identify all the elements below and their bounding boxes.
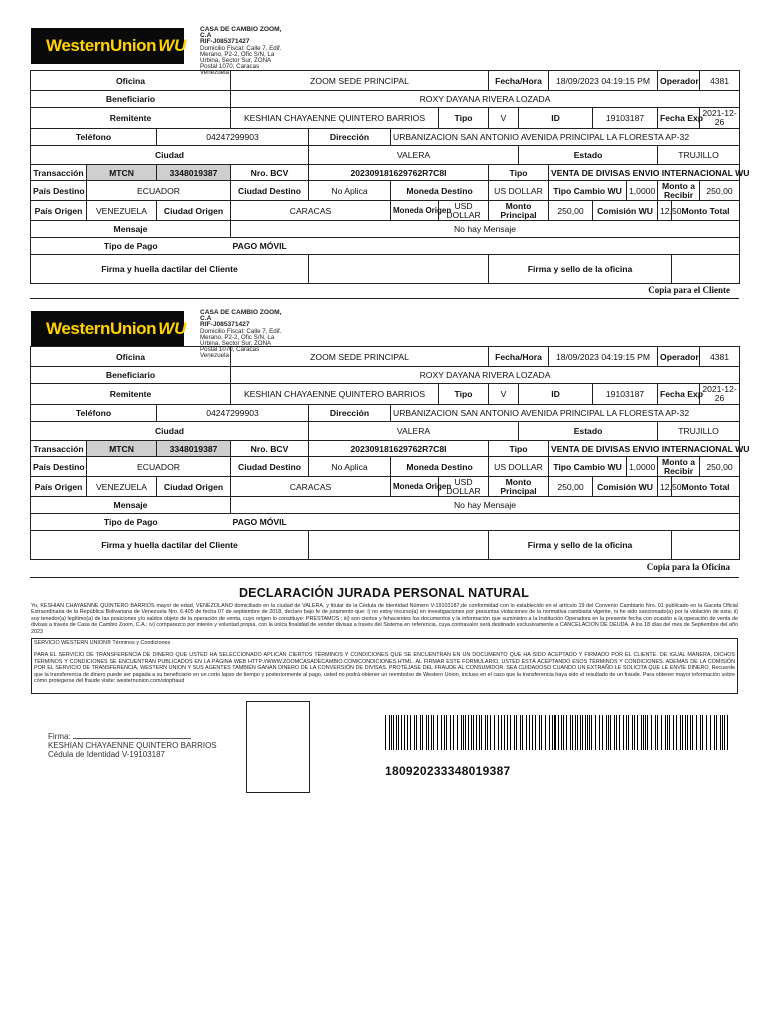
barcode-bar [554, 715, 556, 750]
value-monto-recibir: 250,00 [700, 181, 740, 201]
label-moneda-origen: Moneda Origen [391, 477, 439, 497]
copy-office-label: Copia para la Oficina [646, 562, 730, 572]
barcode-bar [720, 715, 721, 750]
value-nro-bcv: 202309181629762R7C8I [309, 441, 489, 457]
divider-2 [30, 577, 739, 578]
barcode-bar [393, 715, 394, 750]
barcode-bar [468, 715, 469, 750]
barcode-bar [700, 715, 701, 750]
barcode-bar [602, 715, 603, 750]
barcode-bar [535, 715, 536, 750]
barcode-bar [634, 715, 635, 750]
barcode-bar [504, 715, 505, 750]
barcode-bar [610, 715, 611, 750]
barcode-bar [589, 715, 590, 750]
barcode-bar [599, 715, 600, 750]
barcode-bar [687, 715, 688, 750]
signature-block [48, 732, 217, 759]
value-oficina: ZOOM SEDE PRINCIPAL [231, 347, 489, 367]
label-beneficiario: Beneficiario [31, 91, 231, 108]
barcode-bar [561, 715, 562, 750]
barcode-bar [595, 715, 596, 750]
barcode-bar [431, 715, 432, 750]
value-moneda-origen: USD DOLLAR [439, 477, 489, 497]
value-nro-bcv: 202309181629762R7C8I [309, 165, 489, 181]
barcode-bar [549, 715, 550, 750]
firma-cliente-box [309, 531, 489, 560]
barcode-bar [577, 715, 578, 750]
value-tipo-doc: V [489, 384, 519, 405]
barcode-bar [407, 715, 408, 750]
barcode [385, 715, 730, 750]
photo-box [246, 701, 310, 793]
label-telefono: Teléfono [31, 405, 157, 422]
copy-client-label: Copia para el Cliente [648, 285, 730, 295]
company-address-3: Urbina, Sector Sur, ZONA [200, 340, 272, 348]
value-tipo-doc: V [489, 108, 519, 129]
barcode-number: 180920233348019387 [385, 764, 511, 778]
barcode-bar [404, 715, 405, 750]
barcode-bar [651, 715, 652, 750]
barcode-bar [637, 715, 638, 750]
label-tipo-pago: Tipo de Pago [31, 238, 231, 255]
logo-text: WesternUnion [46, 319, 157, 338]
value-telefono: 04247299903 [157, 129, 309, 146]
barcode-bar [665, 715, 666, 750]
company-name: CASA DE CAMBIO ZOOM, C.A [200, 26, 282, 40]
barcode-bar [410, 715, 411, 750]
label-transaccion: Transacción [31, 441, 87, 457]
value-operador: 4381 [700, 71, 740, 91]
value-monto-principal: 250,00 [549, 477, 593, 497]
label-firma-cliente: Firma y huella dactilar del Cliente [31, 255, 309, 284]
barcode-bar [396, 715, 397, 750]
barcode-bar [575, 715, 576, 750]
value-pais-origen: VENEZUELA [87, 201, 157, 221]
barcode-bar [724, 715, 725, 750]
label-pais-destino: País Destino [31, 181, 87, 201]
company-address-2: Merano, P2-2, Ofic S/N, La [200, 333, 275, 341]
barcode-bar [591, 715, 592, 750]
value-moneda-destino: US DOLLAR [489, 181, 549, 201]
barcode-bar [667, 715, 668, 750]
signature-id: Cédula de Identidad V-19103187 [48, 750, 165, 759]
barcode-bar [420, 715, 421, 750]
barcode-bar [389, 715, 390, 750]
value-monto-recibir: 250,00 [700, 457, 740, 477]
value-remitente: KESHIAN CHAYAENNE QUINTERO BARRIOS [231, 384, 439, 405]
signature-label: Firma: [48, 732, 71, 741]
barcode-bar [585, 715, 586, 750]
value-ciudad-origen: CARACAS [231, 477, 391, 497]
barcode-bar [510, 715, 511, 750]
value-ciudad: VALERA [309, 146, 519, 165]
barcode-bar [628, 715, 629, 750]
barcode-bar [716, 715, 717, 750]
value-tipo-cambio: 1,0000 [627, 181, 658, 201]
barcode-bar [692, 715, 693, 750]
barcode-bar [673, 715, 674, 750]
barcode-bar [680, 715, 681, 750]
value-tipo-pago: PAGO MÓVIL [231, 514, 740, 531]
value-tipo-pago: PAGO MÓVIL [231, 238, 740, 255]
label-ciudad: Ciudad [31, 422, 309, 441]
barcode-bar [479, 715, 480, 750]
barcode-bar [532, 715, 533, 750]
label-monto-recibir: Monto a Recibir [658, 457, 700, 477]
barcode-bar [398, 715, 399, 750]
label-oficina: Oficina [31, 71, 231, 91]
barcode-bar [444, 715, 445, 750]
label-comision: Comisión WU [593, 201, 658, 221]
barcode-bar [626, 715, 627, 750]
barcode-bar [643, 715, 644, 750]
label-pais-origen: País Origen [31, 201, 87, 221]
company-address-2: Merano, P2-2, Ofic S/N, La [200, 50, 275, 58]
western-union-logo [31, 28, 187, 64]
barcode-bar [529, 715, 530, 750]
barcode-bar [647, 715, 648, 750]
barcode-bar [619, 715, 620, 750]
value-ciudad-destino: No Aplica [309, 457, 391, 477]
label-mtcn: MTCN [87, 441, 157, 457]
value-moneda-origen: USD DOLLAR [439, 201, 489, 221]
terms-box [31, 638, 738, 694]
label-ciudad: Ciudad [31, 146, 309, 165]
barcode-bar [520, 715, 521, 750]
value-beneficiario: ROXY DAYANA RIVERA LOZADA [231, 367, 740, 384]
value-tipo-transaccion: VENTA DE DIVISAS ENVIO INTERNACIONAL WU [549, 441, 740, 457]
label-monto-total: Monto Total [672, 477, 740, 497]
logo-text: WesternUnion [46, 36, 157, 55]
barcode-bar [552, 715, 553, 750]
barcode-bar [727, 715, 728, 750]
barcode-bar [461, 715, 462, 750]
value-operador: 4381 [700, 347, 740, 367]
barcode-bar [570, 715, 571, 750]
label-monto-principal: Monto Principal [489, 477, 549, 497]
value-moneda-destino: US DOLLAR [489, 457, 549, 477]
label-beneficiario: Beneficiario [31, 367, 231, 384]
label-fecha-exp: Fecha Exp [658, 384, 700, 405]
barcode-bar [587, 715, 588, 750]
barcode-bar [645, 715, 646, 750]
barcode-bar [623, 715, 624, 750]
label-ciudad-origen: Ciudad Origen [157, 201, 231, 221]
barcode-bar [487, 715, 488, 750]
label-operador: Operador [658, 71, 700, 91]
barcode-bar [471, 715, 472, 750]
barcode-bar [450, 715, 451, 750]
label-nro-bcv: Nro. BCV [231, 441, 309, 457]
label-direccion: Dirección [309, 405, 391, 422]
label-remitente: Remitente [31, 384, 231, 405]
value-ciudad: VALERA [309, 422, 519, 441]
value-oficina: ZOOM SEDE PRINCIPAL [231, 71, 489, 91]
value-mtcn: 3348019387 [157, 441, 231, 457]
barcode-bar [682, 715, 683, 750]
barcode-bar [437, 715, 438, 750]
value-id: 19103187 [593, 384, 658, 405]
receipt-table [30, 70, 750, 284]
label-fecha-hora: Fecha/Hora [489, 347, 549, 367]
barcode-bar [422, 715, 423, 750]
barcode-bar [572, 715, 573, 750]
barcode-bar [516, 715, 517, 750]
barcode-bar [426, 715, 427, 750]
value-comision: 12,50 [658, 201, 672, 221]
barcode-bar [606, 715, 607, 750]
signature-name: KESHIAN CHAYAENNE QUINTERO BARRIOS [48, 741, 217, 750]
company-address-1: Domicilio Fiscal: Calle 7, Edif. [200, 44, 282, 52]
label-mensaje: Mensaje [31, 497, 231, 514]
label-tipo-transaccion: Tipo [489, 165, 549, 181]
value-pais-destino: ECUADOR [87, 457, 231, 477]
label-tipo-cambio: Tipo Cambio WU [549, 181, 627, 201]
barcode-bar [706, 715, 707, 750]
label-fecha-hora: Fecha/Hora [489, 71, 549, 91]
label-moneda-destino: Moneda Destino [391, 457, 489, 477]
barcode-bar [463, 715, 464, 750]
value-comision: 12,50 [658, 477, 672, 497]
company-address-3: Urbina, Sector Sur, ZONA [200, 57, 272, 65]
barcode-bar [661, 715, 662, 750]
barcode-bar [558, 715, 559, 750]
barcode-bar [490, 715, 491, 750]
barcode-bar [501, 715, 502, 750]
label-nro-bcv: Nro. BCV [231, 165, 309, 181]
barcode-bar [385, 715, 386, 750]
label-estado: Estado [519, 146, 658, 165]
terms-text: PARA EL SERVICIO DE TRANSFERENCIA DE DINERO QUE USTED HA SELECCIONADO APLICAN CIERTOS TÉRMINOS Y CONDICIONES QUE SE ENCUENTRAN EN UN DOCUMENTO QUE HA SIDO ACEPTADO Y FIRMADO POR EL CLIENTE. DE IGUAL MANERA, DICHOS TERMINOS Y CONDICIONES SE ENCUENTRAN PUBLICADOS EN LA PÁGINA WEB HTTP://WWW.ZOOMCASADECAMBIO.COM/CONDICIONES.HTML. AL FIRMAR ESTE FORMULARIO, USTED ESTÁ ACEPTANDO ESOS TÉRMINOS Y CONDICIONES. ADEMÁS DE LA COMISIÓN POR EL SERVICIO DE TRANSFERENCIA, WESTERN UNION Y SUS AGENTES TAMBIÉN GANAN DINERO DE LA CONVERSIÓN DE DIVISAS. PROTÉJASE DEL FRAUDE AL CONSUMIDOR. SEA CUIDADOSO CUANDO UN EXTRAÑO LE SOLICITA QUE LE ENVÍE DINERO. Recuerde que la transferencia de dinero puede ser pagada a su beneficiario en un corto lapso de tiempo y posteriormente al pago, usted no podrá obtener un reembolso de Western Union, incluso en el caso que la transferencia haya sido el resultado de un fraude. Para obtener mayor información sobre cómo protegerse del fraude visite: westernunion.com/stopfraud [34, 652, 735, 685]
label-direccion: Dirección [309, 129, 391, 146]
label-tipo-transaccion: Tipo [489, 441, 549, 457]
value-pais-destino: ECUADOR [87, 181, 231, 201]
barcode-bar [616, 715, 617, 750]
western-union-logo [31, 311, 187, 347]
label-monto-recibir: Monto a Recibir [658, 181, 700, 201]
value-estado: TRUJILLO [658, 146, 740, 165]
barcode-bar [580, 715, 581, 750]
barcode-bar [416, 715, 417, 750]
label-comision: Comisión WU [593, 477, 658, 497]
value-remitente: KESHIAN CHAYAENNE QUINTERO BARRIOS [231, 108, 439, 129]
label-transaccion: Transacción [31, 165, 87, 181]
label-telefono: Teléfono [31, 129, 157, 146]
declaration-title: DECLARACIÓN JURADA PERSONAL NATURAL [238, 586, 530, 600]
barcode-bar [453, 715, 454, 750]
label-fecha-exp: Fecha Exp [658, 108, 700, 129]
company-address-4: Postal 1070, Caracas [200, 346, 260, 354]
barcode-bar [481, 715, 482, 750]
label-remitente: Remitente [31, 108, 231, 129]
value-tipo-transaccion: VENTA DE DIVISAS ENVIO INTERNACIONAL WU [549, 165, 740, 181]
value-fecha-exp: 2021-12-26 [700, 384, 740, 405]
value-fecha-hora: 18/09/2023 04:19:15 PM [549, 71, 658, 91]
barcode-bar [494, 715, 495, 750]
firma-cliente-box [309, 255, 489, 284]
value-ciudad-destino: No Aplica [309, 181, 391, 201]
divider-1 [30, 298, 739, 299]
barcode-bar [526, 715, 527, 750]
company-address-5: Venezuela [200, 69, 229, 77]
label-monto-principal: Monto Principal [489, 201, 549, 221]
value-direccion: URBANIZACION SAN ANTONIO AVENIDA PRINCIPAL LA FLORESTA AP-32 [391, 129, 740, 146]
label-oficina: Oficina [31, 347, 231, 367]
label-firma-oficina: Firma y sello de la oficina [489, 255, 672, 284]
barcode-bar [473, 715, 474, 750]
barcode-bar [514, 715, 515, 750]
barcode-bar [465, 715, 466, 750]
value-beneficiario: ROXY DAYANA RIVERA LOZADA [231, 91, 740, 108]
barcode-bar [391, 715, 392, 750]
barcode-bar [608, 715, 609, 750]
company-name: CASA DE CAMBIO ZOOM, C.A [200, 309, 282, 323]
barcode-bar [428, 715, 429, 750]
receipt-table [30, 346, 750, 560]
value-mensaje: No hay Mensaje [231, 497, 740, 514]
value-mensaje: No hay Mensaje [231, 221, 740, 238]
value-estado: TRUJILLO [658, 422, 740, 441]
label-tipo-cambio: Tipo Cambio WU [549, 457, 627, 477]
barcode-bar [685, 715, 686, 750]
value-id: 19103187 [593, 108, 658, 129]
barcode-bar [710, 715, 711, 750]
label-tipo-doc: Tipo [439, 384, 489, 405]
company-address-4: Postal 1070, Caracas [200, 63, 260, 71]
label-firma-oficina: Firma y sello de la oficina [489, 531, 672, 560]
barcode-bar [614, 715, 615, 750]
barcode-bar [539, 715, 540, 750]
barcode-bar [545, 715, 546, 750]
value-direccion: URBANIZACION SAN ANTONIO AVENIDA PRINCIPAL LA FLORESTA AP-32 [391, 405, 740, 422]
barcode-bar [433, 715, 434, 750]
barcode-bar [702, 715, 703, 750]
company-address-1: Domicilio Fiscal: Calle 7, Edif. [200, 327, 282, 335]
value-pais-origen: VENEZUELA [87, 477, 157, 497]
barcode-bar [632, 715, 633, 750]
value-fecha-exp: 2021-12-26 [700, 108, 740, 129]
barcode-bar [507, 715, 508, 750]
barcode-bar [498, 715, 499, 750]
label-moneda-origen: Moneda Origen [391, 201, 439, 221]
label-operador: Operador [658, 347, 700, 367]
barcode-bar [457, 715, 458, 750]
barcode-bar [655, 715, 656, 750]
label-firma-cliente: Firma y huella dactilar del Cliente [31, 531, 309, 560]
value-tipo-cambio: 1,0000 [627, 457, 658, 477]
barcode-bar [446, 715, 447, 750]
label-id: ID [519, 384, 593, 405]
barcode-bar [676, 715, 677, 750]
value-monto-principal: 250,00 [549, 201, 593, 221]
barcode-bar [641, 715, 642, 750]
declaration-text: Yo, KESHIAN CHAYAENNE QUINTERO BARRIOS mayor de edad, VENEZOLANO domiciliado en la ciudad de VALERA, y titular de la Cédula de Identidad Número V-19103187,de conformidad con lo establecido en el artículo 19 del Convenio Cambiario Nro. 01 publicado en la Gaceta Oficial Extraordinaria de la República Bolivariana de Venezuela Nro. 6.405 de fecha 07 de septiembre de 2018, declaro bajo fe de juramento que: i) no estoy incurso(a) en investigaciones por presuntas violaciones de la normativa cambiaria vigente, ni he sido sancionado(a) por la violación de esta; ii) soy tenedor(a) legítimo(a) de las posiciones y/o saldos objeto de la operación de venta, cuyo origen lo constituye: PRESTAMOS ; iii) son ciertos y fehacientes los documentos y la información que suministro a la Institución Operadora en la presente fecha con ocasión a la operación de venta de divisas a través de Casa de Cambio Zoom, C.A.; iv) comparezco por interés y voluntad propia, con la única finalidad de vender divisas a través del Sistema en referencia, cuya contravalor será destinado exclusivamente a CANCELACION DE DEUDA. A los 18 días del mes de Septiembre del año 2023 [31, 603, 738, 635]
firma-oficina-box [672, 531, 740, 560]
label-mensaje: Mensaje [31, 221, 231, 238]
company-rif: RIF-J085371427 [200, 321, 250, 329]
label-pais-origen: País Origen [31, 477, 87, 497]
barcode-bar [690, 715, 691, 750]
label-tipo-pago: Tipo de Pago [31, 514, 231, 531]
barcode-bar [563, 715, 564, 750]
label-monto-total: Monto Total [672, 201, 740, 221]
label-ciudad-destino: Ciudad Destino [231, 457, 309, 477]
barcode-bar [485, 715, 486, 750]
value-ciudad-origen: CARACAS [231, 201, 391, 221]
barcode-bar [714, 715, 715, 750]
barcode-bar [566, 715, 567, 750]
label-id: ID [519, 108, 593, 129]
value-mtcn: 3348019387 [157, 165, 231, 181]
company-address-5: Venezuela [200, 352, 229, 360]
barcode-bar [522, 715, 523, 750]
barcode-bar [722, 715, 723, 750]
label-tipo-doc: Tipo [439, 108, 489, 129]
signature-line [73, 738, 191, 739]
company-rif: RIF-J085371427 [200, 38, 250, 46]
barcode-bar [476, 715, 477, 750]
barcode-bar [669, 715, 670, 750]
barcode-bar [582, 715, 583, 750]
value-fecha-hora: 18/09/2023 04:19:15 PM [549, 347, 658, 367]
barcode-bar [696, 715, 697, 750]
barcode-bar [401, 715, 402, 750]
label-mtcn: MTCN [87, 165, 157, 181]
firma-oficina-box [672, 255, 740, 284]
label-pais-destino: País Destino [31, 457, 87, 477]
value-telefono: 04247299903 [157, 405, 309, 422]
label-moneda-destino: Moneda Destino [391, 181, 489, 201]
label-ciudad-origen: Ciudad Origen [157, 477, 231, 497]
logo-mark: WU [158, 319, 187, 338]
logo-mark: WU [158, 36, 187, 55]
terms-title: SERVICIO WESTERN UNION® Términos y Condiciones [34, 640, 171, 646]
barcode-bar [657, 715, 658, 750]
barcode-bar [441, 715, 442, 750]
barcode-bar [541, 715, 542, 750]
barcode-bar [414, 715, 415, 750]
label-estado: Estado [519, 422, 658, 441]
label-ciudad-destino: Ciudad Destino [231, 181, 309, 201]
